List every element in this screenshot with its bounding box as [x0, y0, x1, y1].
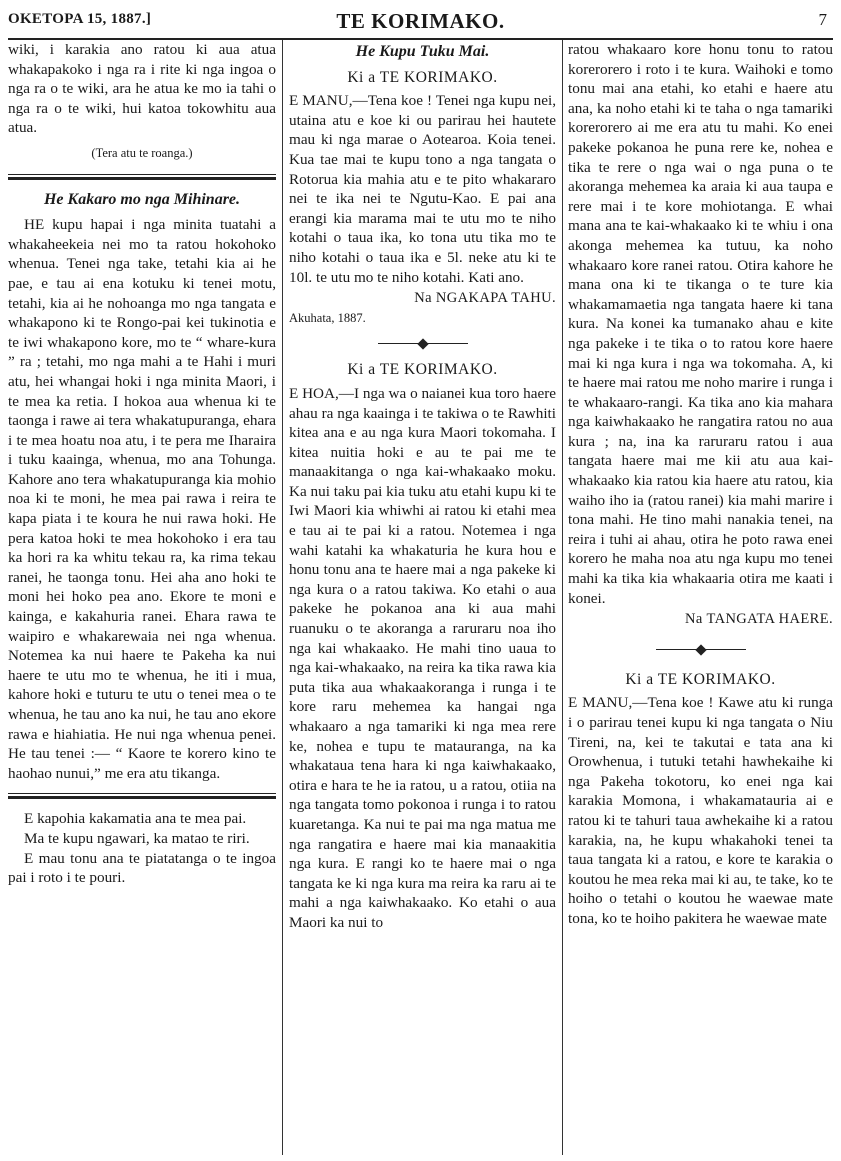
column-3	[568, 40, 833, 1155]
section-heading-kupu-tuku-mai: He Kupu Tuku Mai.	[355, 43, 490, 60]
letter-address-2: Ki a TE KORIMAKO.	[347, 361, 498, 379]
column-1	[8, 40, 276, 1155]
letter-signature-2: Na TANGATA HAERE.	[685, 611, 833, 628]
issue-date: OKETOPA 15, 1887.]	[8, 11, 152, 27]
newspaper-title: TE KORIMAKO.	[336, 9, 505, 33]
continued-note: (Tera atu te roanga.)	[91, 145, 193, 160]
article-body-mihinare: HE kupu hapai i nga minita tuatahi a whakaheekeia nei mo ta ratou hokohoko whenua. Tenei nga take, tetahi kia ai he pae, e tau ai ena kotuku ki tenei motu, tetahi, kia ai he nohoanga mo nga tangata e whakapono ki te Rongo-pai kei tukinotia e te iwi whakapono kore, mo te “ whare-kura ” ra ; tetahi, mo nga mahi a te Hahi i muri atu, hei whangai hoki i nga minita Maori, i te mea ka retia. I hokoa aua whenua ki te taonga i rawe ai tera whakatupuranga, ehara i te mea hoatu noa atu, i te pera me Iharaira i tuku kaainga, whenua, mo ana Tohunga. Kahore ano tera whakatupuranga kia mohio noa ki te moni, he mea pai rawa i reira te kapa piata i te koura he nui rawa hoki. He pera katoa hoki te mea hokohoko i era tau ka hori ra ka whitu tekau ra, ka rima tekau ranei, he taonga tonu. Hei aha ano hoki te moni hei hoko pea ano. Ekore te moni e kainga, e kakahuria ranei. Ehara rawa te waipiro e whakarewaia nei nga whenua. Notemea ka nui haere te Pakeha ka nui haere te utu mo te whenua, he iti i mua, kahore hoki e tuturu te utu o tenei mea o te whenua, he tau ano ka nui, he tau ano ekore rawa e hiahiatia. He nui nga whenua penei. He tau tenei :— “ Kaore te korero kino te haohao nunui,” me era atu tikanga.	[8, 216, 276, 782]
section-divider	[8, 174, 276, 180]
section-divider	[8, 793, 276, 799]
column-divider-2	[562, 40, 563, 1155]
page-number: 7	[818, 10, 827, 29]
letter-divider-ornament	[378, 338, 468, 350]
letter-divider-ornament	[656, 644, 746, 656]
letter-date-1: Akuhata, 1887.	[289, 310, 366, 325]
letter-address-1: Ki a TE KORIMAKO.	[347, 68, 498, 86]
letter-body-2: E HOA,—I nga wa o naianei kua toro haere ahau ra nga kaainga i te takiwa o te Rawhiti kitea ana e au nga kura Maori tokomaha. I kitea nuitia hoki e au te pai me te manaakitanga o nga kai-whakaako moku. Ka nui taku pai kia tuku atu etahi kupu ki te Iwi Maori kia whiwhi ai ratou ki etahi mea e tau ai te pai ki a ratou. Notemea i nga wahi katahi ka whakaturia he kura hou e honu tonu ana te haere mai a nga pakeke ki nga kura o a ratou takiwa. Ko etahi o aua pakeke he pokanoa ana ki aua mahi ruanuku o te akoranga a raruraru noa iho nga kai whakaako. He mahi tino uaua to nga kai-whakaako, na reira ka tika rawa kia puta tika aua whakaakoranga i runga i te kore raru mehemea ka hangai nga whakaaro a nga tamariki ki nga mea rere ke, nohea e tupu te matauranga, na ka whakataua tena hara ki nga kaiwhakaako, otira e hara te he ia ratou, u a ratou, otiia na nga tangata tomo pokonoa i runga i to ratou kuaretanga. Ka nui te pai ma nga matua me nga rangatira e haere mai kia manaakitia nga kura. E rangi ko te haere mai o nga tangata ke ki nga kura ma reira ka raru ai te mahi a nga kaiwhakaako. Ko etahi o aua Maori ka nui to	[289, 384, 556, 931]
column-2	[289, 40, 556, 1155]
article-continuation: wiki, i karakia ano ratou ki aua atua whakapakoko i nga ra i rite ki nga ingoa o nga ra o te wiki, ara he atua ke mo ia tahi o nga ra o te wiki, hui katoa tokowhitu aua atua.	[8, 41, 276, 137]
letter-body-1: E MANU,—Tena koe ! Tenei nga kupu nei, utaina atu e koe ki ou parirau hei hautete mau ki nga marae o Aotearoa. Koia tenei. Kua tae mai te kupu tono a nga tangata o Rotorua kia mahia atu e te pito whakararo nei te ika nei te Ngutu-Kao. E pai ana erangi kia marama mai te utu mo te niho kotahi o taua ika, ko tona utu tika mo te niho kotahi o taua ika e 5l. neke atu ki te 10l. te utu mo te niho kotahi. Kati ano.	[289, 92, 556, 286]
proverb-2: Ma te kupu ngawari, ka matao te riri.	[24, 829, 250, 847]
proverb-3: E mau tonu ana te piatatanga o te ingoa pai i roto i te pouri.	[8, 849, 276, 887]
letter-body-3: E MANU,—Tena koe ! Kawe atu ki runga i o parirau tenei kupu ki nga tangata o Niu Tireni, na, kei te takutai e tata ana ki Orowhenua, i tutuki tetahi hawhekaihe ki nga Pakeha tokotoru, ko enei nga kai karakia Momona, i whakamatauria ai e ratou ki te tahuri taua awhekaihe ki a ratou karakia, na, he kupu whakahoki tenei ta taua tangata ki a ratou, e kore te karakia o koutou he mea reka mai ki au, te take, ko te hoiho o tetahi o koutou he waewae mate tona, ko te hoiho pakitera he waewae mate	[568, 694, 833, 927]
letter-address-3: Ki a TE KORIMAKO.	[625, 670, 776, 688]
column-divider-1	[282, 40, 283, 1155]
letter-body-2-continued: ratou whakaaro kore honu tonu to ratou korerorero i roto i te kura. Waihoki e tomo tonu mai ana etahi, ko etahi e haere atu ana, ka noho etahi ki te taha o nga tamariki korerorero ai me era atu tu mahi. Ko enei pakeke pokanoa he puna rere ke, nohea e tika te rere o nga wai o nga puna o te akoranga mehemea ka araia ki aua taupa e rere mai i te kore mohiotanga. E whai mana ana te kai-whakaako ki te whiu i ona akonga mehemea ka tutuu, ka noho whakaaro kore ranei ratou. Otira kahore he mana ona ki te tikanga o te ture kia whakamamaetia nga tangata haere ki tana kura. Na konei ka tumanako ahau e kite nga pakeke i te tika o to ratou kore haere mai ki nga kura i nga wa tokomaha. A, ki te haere mai ratou me noho marire i runga i te whakaaro-rangi. Ka tika ano kia mahara nga kaiwhakaako he rangatira ratou no aua kura ; na, ina ka raruraru ratou i aua tangata haere mai me kii atu aua kai-whakaako kia ratou kia haere atu ratou, kia waiho iho ia (ratou ranei) kia mahi marire i tona mahi. He tino mahi nanakia tenei, na reira i tuhi ai ahau, otira he poto rawa enei korero he maha noa atu nga kupu mo tenei mahi ka tika kia whakaaria otira me kaati i konei.	[568, 41, 833, 607]
letter-signature-1: Na NGAKAPA TAHU.	[414, 290, 556, 307]
page-header	[8, 4, 833, 40]
article-heading-mihinare: He Kakaro mo nga Mihinare.	[43, 190, 241, 208]
proverb-1: E kapohia kakamatia ana te mea pai.	[24, 810, 247, 828]
